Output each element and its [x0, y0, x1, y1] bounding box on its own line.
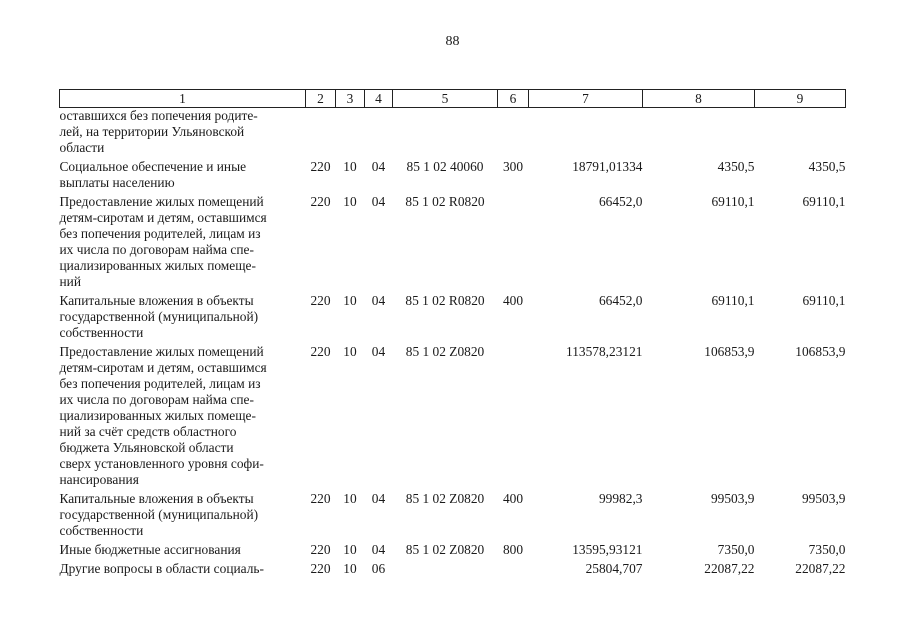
cell-amount-2	[643, 108, 755, 157]
item-name-line: Иные бюджетные ассигнования	[59, 542, 241, 557]
cell-subsection-code: 04	[371, 293, 386, 308]
cell-section: 220	[310, 561, 331, 576]
item-name-line: лей, на территории Ульяновской	[59, 124, 245, 139]
cell-expense-type	[498, 191, 529, 290]
table-row	[60, 191, 846, 290]
item-name-line: Капитальные вложения в объекты	[59, 293, 254, 308]
item-name-line: Социальное обеспечение и иные	[59, 159, 247, 174]
cell-amount-1: 25804,707	[585, 561, 643, 576]
item-name-line: их числа по договорам найма спе-	[59, 392, 254, 407]
cell-amount-2: 22087,22	[704, 561, 755, 576]
cell-subsection: 10	[343, 491, 357, 506]
item-name-line: выплаты населению	[59, 175, 175, 190]
item-name-line: собственности	[59, 325, 144, 340]
cell-item-name	[60, 156, 306, 191]
cell-expense-type	[498, 558, 529, 577]
table-row	[60, 290, 846, 341]
cell-section	[306, 108, 336, 157]
item-name-line: сверх установленного уровня софи-	[59, 456, 264, 471]
table-header-row	[60, 90, 846, 108]
cell-expense-type	[498, 341, 529, 488]
cell-subsection: 10	[343, 293, 357, 308]
item-name-line: их числа по договорам найма спе-	[59, 242, 254, 257]
cell-amount-3: 7350,0	[808, 542, 846, 557]
cell-subsection-code	[365, 108, 393, 157]
cell-target-code: 85 1 02 Z0820	[405, 542, 485, 557]
item-name-line: бюджета Ульяновской области	[59, 440, 234, 455]
table-row	[60, 488, 846, 539]
cell-subsection: 10	[343, 542, 357, 557]
cell-amount-3: 69110,1	[802, 293, 846, 308]
cell-expense-type: 400	[502, 293, 524, 308]
item-name-line: без попечения родителей, лицам из	[59, 376, 261, 391]
table-body	[60, 108, 846, 578]
page-number: 88	[445, 34, 460, 49]
item-name-line: оставшихся без попечения родите-	[59, 108, 258, 123]
cell-amount-3: 4350,5	[808, 159, 846, 174]
cell-amount-2: 106853,9	[704, 344, 755, 359]
cell-amount-1	[529, 108, 643, 157]
column-header: 1	[60, 90, 306, 108]
cell-amount-2: 7350,0	[717, 542, 755, 557]
cell-amount-2: 69110,1	[711, 194, 755, 209]
column-header: 4	[365, 90, 393, 108]
budget-table	[59, 89, 846, 577]
cell-amount-2: 69110,1	[711, 293, 755, 308]
item-name-line: циализированных жилых помеще-	[59, 408, 256, 423]
cell-item-name	[60, 488, 306, 539]
cell-expense-type	[498, 108, 529, 157]
cell-subsection: 10	[343, 561, 357, 576]
cell-expense-type: 300	[502, 159, 524, 174]
cell-subsection	[336, 108, 365, 157]
item-name-line: детям-сиротам и детям, оставшимся	[59, 210, 267, 225]
cell-amount-1: 99982,3	[598, 491, 643, 506]
cell-target-code: 85 1 02 Z0820	[405, 344, 485, 359]
column-header: 5	[393, 90, 498, 108]
cell-amount-1: 113578,23121	[566, 344, 643, 359]
column-header: 9	[755, 90, 846, 108]
cell-amount-1: 18791,01334	[572, 159, 643, 174]
item-name-line: ний	[59, 274, 81, 289]
cell-amount-3: 22087,22	[795, 561, 846, 576]
cell-section: 220	[310, 194, 331, 209]
item-name-line: Капитальные вложения в объекты	[59, 491, 254, 506]
column-header: 8	[643, 90, 755, 108]
table-row	[60, 558, 846, 577]
cell-subsection-code: 04	[371, 194, 386, 209]
cell-target-code: 85 1 02 Z0820	[405, 491, 485, 506]
cell-subsection-code: 04	[371, 542, 386, 557]
cell-item-name	[60, 558, 306, 577]
cell-target-code: 85 1 02 R0820	[405, 194, 485, 209]
cell-amount-3: 69110,1	[802, 194, 846, 209]
cell-amount-3: 106853,9	[795, 344, 846, 359]
cell-subsection: 10	[343, 159, 357, 174]
table-row	[60, 341, 846, 488]
cell-amount-1: 66452,0	[598, 194, 643, 209]
column-header: 7	[529, 90, 643, 108]
table-row	[60, 156, 846, 191]
cell-subsection-code: 04	[371, 159, 386, 174]
cell-amount-3: 99503,9	[801, 491, 846, 506]
item-name-line: Другие вопросы в области социаль-	[59, 561, 264, 576]
cell-item-name	[60, 191, 306, 290]
item-name-line: нансирования	[59, 472, 139, 487]
item-name-line: собственности	[59, 523, 144, 538]
item-name-line: циализированных жилых помеще-	[59, 258, 256, 273]
cell-item-name	[60, 539, 306, 558]
cell-subsection: 10	[343, 194, 357, 209]
cell-target-code	[393, 108, 498, 157]
cell-subsection: 10	[343, 344, 357, 359]
table-row	[60, 108, 846, 157]
table-row	[60, 539, 846, 558]
item-name-line: государственной (муниципальной)	[59, 507, 259, 522]
item-name-line: Предоставление жилых помещений	[59, 194, 264, 209]
cell-section: 220	[310, 293, 331, 308]
cell-item-name	[60, 341, 306, 488]
cell-amount-2: 99503,9	[710, 491, 755, 506]
cell-target-code	[393, 558, 498, 577]
cell-section: 220	[310, 491, 331, 506]
item-name-line: детям-сиротам и детям, оставшимся	[59, 360, 267, 375]
cell-item-name	[60, 108, 306, 157]
item-name-line: ний за счёт средств областного	[59, 424, 237, 439]
cell-section: 220	[310, 344, 331, 359]
item-name-line: государственной (муниципальной)	[59, 309, 259, 324]
column-header: 2	[306, 90, 336, 108]
cell-section: 220	[310, 542, 331, 557]
cell-expense-type: 800	[502, 542, 524, 557]
cell-subsection-code: 04	[371, 344, 386, 359]
item-name-line: Предоставление жилых помещений	[59, 344, 264, 359]
cell-section: 220	[310, 159, 331, 174]
cell-amount-1: 66452,0	[598, 293, 643, 308]
cell-target-code: 85 1 02 R0820	[405, 293, 485, 308]
cell-target-code: 85 1 02 40060	[406, 159, 484, 174]
cell-expense-type: 400	[502, 491, 524, 506]
column-header: 3	[336, 90, 365, 108]
cell-subsection-code: 04	[371, 491, 386, 506]
cell-amount-1: 13595,93121	[572, 542, 643, 557]
cell-item-name	[60, 290, 306, 341]
cell-amount-2: 4350,5	[717, 159, 755, 174]
item-name-line: области	[59, 140, 105, 155]
item-name-line: без попечения родителей, лицам из	[59, 226, 261, 241]
cell-subsection-code: 06	[371, 561, 386, 576]
cell-amount-3	[755, 108, 846, 157]
column-header: 6	[498, 90, 529, 108]
